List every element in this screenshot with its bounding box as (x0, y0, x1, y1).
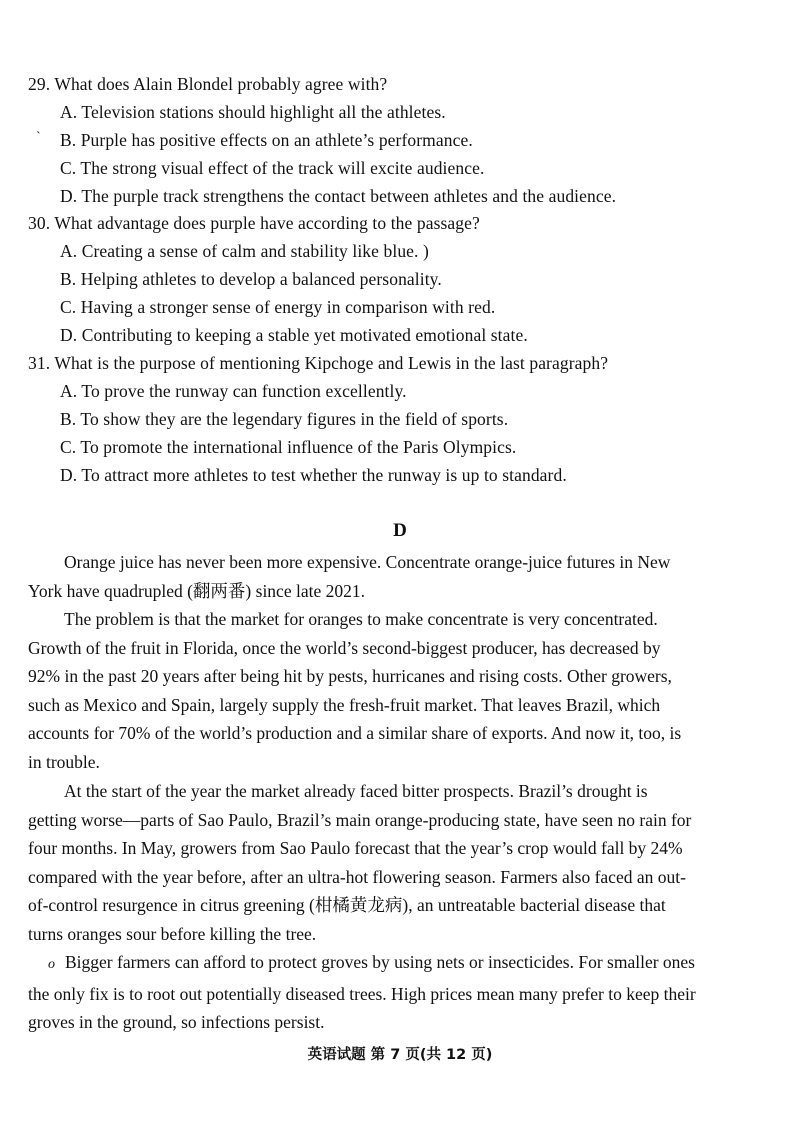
question-31-option-c: C. To promote the international influence of the Paris Olympics. (60, 437, 517, 457)
question-29-stem: 29. What does Alain Blondel probably agree with? (28, 74, 388, 94)
question-30-option-a: A. Creating a sense of calm and stability like blue. ) (60, 241, 429, 261)
passage-line: of-control resurgence in citrus greening (柑橘黄龙病), an untreatable bacterial disease that (28, 895, 666, 916)
passage-line: compared with the year before, after an ultra-hot flowering season. Farmers also faced an out- (28, 866, 686, 887)
passage-line: The problem is that the market for oranges to make concentrate is very concentrated. (64, 609, 658, 629)
passage-paragraph-4 (28, 948, 775, 1037)
margin-mark: ` (36, 130, 41, 145)
passage-line: At the start of the year the market already faced bitter prospects. Brazil’s drought is (64, 781, 648, 801)
question-31-stem: 31. What is the purpose of mentioning Kipchoge and Lewis in the last paragraph? (28, 353, 609, 373)
passage-paragraph-3 (28, 777, 775, 949)
passage-line: the only fix is to root out potentially diseased trees. High prices mean many prefer to keep their (28, 983, 696, 1004)
passage-line: York have quadrupled (翻两番) since late 2021. (28, 580, 365, 601)
passage-line: groves in the ground, so infections persist. (28, 1012, 325, 1033)
question-30-option-b: B. Helping athletes to develop a balanced personality. (60, 269, 442, 289)
passage-paragraph-1 (28, 548, 775, 605)
passage-line: getting worse—parts of Sao Paulo, Brazil’s main orange-producing state, have seen no rain for (28, 809, 692, 830)
question-31-option-d: D. To attract more athletes to test whether the runway is up to standard. (60, 465, 567, 485)
page-footer: 英语试题 第 7 页(共 12 页) (307, 1047, 493, 1063)
passage-line: in trouble. (28, 751, 100, 772)
section-title: D (393, 520, 407, 541)
passage-line (28, 948, 775, 980)
question-29-option-c: C. The strong visual effect of the track will excite audience. (60, 158, 485, 178)
passage-line: accounts for 70% of the world’s production and a similar share of exports. And now it, too, is (28, 723, 682, 744)
question-30-stem: 30. What advantage does purple have according to the passage? (28, 213, 480, 233)
passage-line: such as Mexico and Spain, largely supply the fresh-fruit market. That leaves Brazil, which (28, 694, 661, 715)
question-29-option-d: D. The purple track strengthens the contact between athletes and the audience. (60, 186, 617, 206)
passage-line: four months. In May, growers from Sao Paulo forecast that the year’s crop would fall by 24% (28, 838, 683, 859)
question-30-option-c: C. Having a stronger sense of energy in comparison with red. (60, 297, 496, 317)
passage-paragraph-2 (28, 605, 775, 777)
passage-line: Growth of the fruit in Florida, once the world’s second-biggest producer, has decreased by (28, 637, 661, 658)
passage-line: Orange juice has never been more expensive. Concentrate orange-juice futures in New (64, 552, 671, 572)
question-30-option-d: D. Contributing to keeping a stable yet motivated emotional state. (60, 325, 528, 345)
margin-mark: o (48, 957, 55, 972)
question-29-option-b: B. Purple has positive effects on an athlete’s performance. (60, 130, 473, 150)
question-31-option-b: B. To show they are the legendary figures in the field of sports. (60, 409, 509, 429)
passage-line-text: Bigger farmers can afford to protect groves by using nets or insecticides. For smaller ones (65, 952, 695, 972)
question-29-option-a: A. Television stations should highlight all the athletes. (60, 102, 446, 122)
passage-line: turns oranges sour before killing the tree. (28, 923, 317, 944)
passage-line: 92% in the past 20 years after being hit by pests, hurricanes and rising costs. Other growers, (28, 666, 672, 687)
question-31-option-a: A. To prove the runway can function excellently. (60, 381, 407, 401)
